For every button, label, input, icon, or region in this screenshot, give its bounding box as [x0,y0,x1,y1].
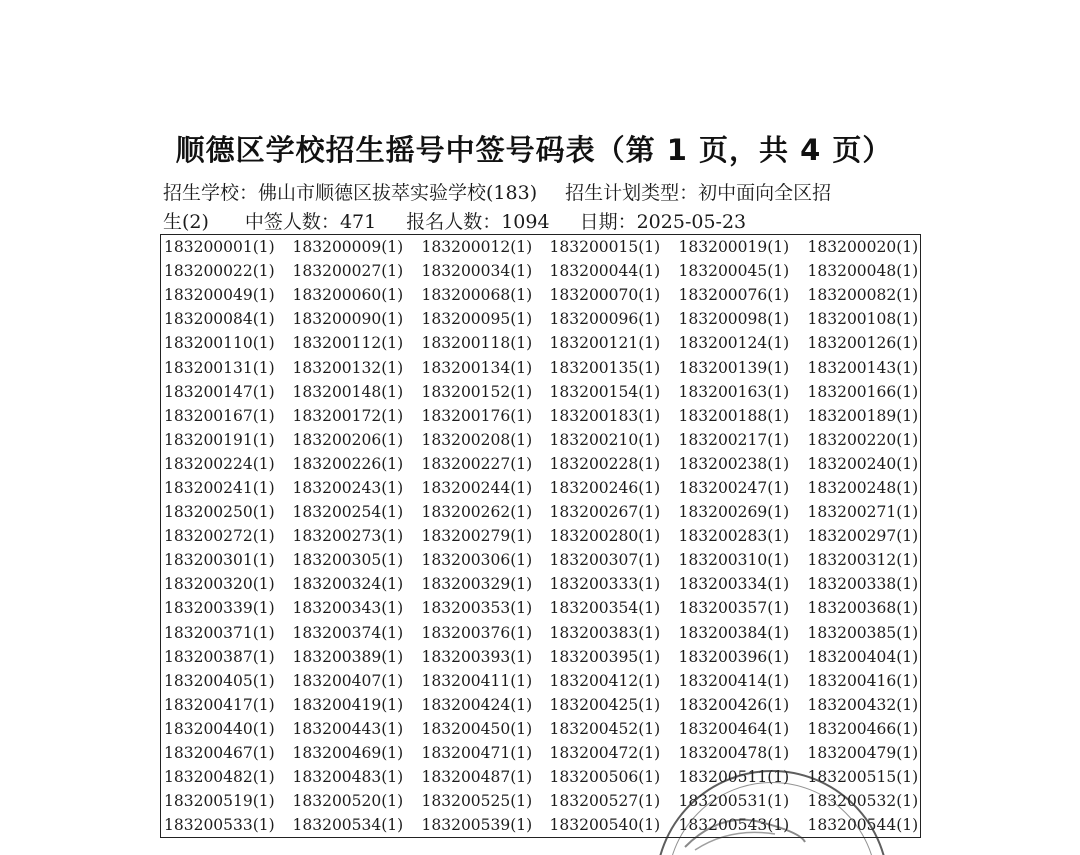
number-cell: 183200540(1) [549,816,661,835]
number-cell: 183200393(1) [421,647,533,666]
number-cell: 183200471(1) [421,744,533,763]
number-cell: 183200045(1) [678,262,790,281]
number-cell: 183200467(1) [164,744,275,763]
number-cell: 183200478(1) [678,744,790,763]
info-line-school [163,178,831,205]
number-cell: 183200395(1) [549,647,661,666]
number-cell: 183200305(1) [292,551,404,570]
number-cell: 183200095(1) [421,310,533,329]
number-cell: 183200132(1) [292,358,404,377]
number-cell: 183200280(1) [549,527,661,546]
number-cell: 183200353(1) [421,599,533,618]
table-row [161,452,921,476]
info-line-stats [163,207,746,234]
table-row [161,717,921,741]
number-cell: 183200210(1) [549,430,661,449]
table-row [161,596,921,620]
number-cell: 183200049(1) [164,286,275,305]
number-cell: 183200090(1) [292,310,404,329]
number-cell: 183200539(1) [421,816,533,835]
number-cell: 183200148(1) [292,382,404,401]
table-row [161,235,921,260]
number-cell: 183200310(1) [678,551,790,570]
table-row [161,524,921,548]
number-cell: 183200110(1) [164,334,275,353]
number-cell: 183200357(1) [678,599,790,618]
number-cell: 183200176(1) [421,406,533,425]
number-cell: 183200312(1) [807,551,919,570]
winners-label: 中签人数： [244,211,340,233]
table-row [161,813,921,838]
number-cell: 183200417(1) [164,695,275,714]
number-cell: 183200543(1) [678,816,790,835]
table-row [161,789,921,813]
number-cell: 183200443(1) [292,719,404,738]
number-cell: 183200272(1) [164,527,275,546]
number-cell: 183200416(1) [807,671,919,690]
table-row [161,259,921,283]
number-cell: 183200301(1) [164,551,275,570]
number-cell: 183200450(1) [421,719,533,738]
number-cell: 183200405(1) [164,671,275,690]
number-cell: 183200307(1) [549,551,661,570]
number-cell: 183200544(1) [807,816,919,835]
number-cell: 183200464(1) [678,719,790,738]
number-cell: 183200001(1) [164,238,275,257]
applicants-count: 1094 [501,211,550,233]
number-cell: 183200506(1) [549,768,661,787]
number-cell: 183200191(1) [164,430,275,449]
plan-type-label: 招生计划类型： [565,182,699,204]
number-cell: 183200368(1) [807,599,919,618]
date-value: 2025-05-23 [636,211,747,233]
number-cell: 183200432(1) [807,695,919,714]
number-cell: 183200172(1) [292,406,404,425]
number-cell: 183200466(1) [807,719,919,738]
number-cell: 183200244(1) [421,478,533,497]
number-cell: 183200396(1) [678,647,790,666]
number-cell: 183200532(1) [807,792,919,811]
table-row [161,765,921,789]
number-cell: 183200515(1) [807,768,919,787]
number-cell: 183200384(1) [678,623,790,642]
number-cell: 183200389(1) [292,647,404,666]
number-cell: 183200246(1) [549,478,661,497]
table-row [161,500,921,524]
number-cell: 183200419(1) [292,695,404,714]
table-row [161,741,921,765]
number-cell: 183200124(1) [678,334,790,353]
number-cell: 183200271(1) [807,503,919,522]
number-cell: 183200306(1) [421,551,533,570]
number-cell: 183200267(1) [549,503,661,522]
winning-numbers-body [161,235,921,838]
table-row [161,380,921,404]
number-cell: 183200220(1) [807,430,919,449]
number-cell: 183200015(1) [549,238,661,257]
page-title: 顺德区学校招生摇号中签号码表（第 1 页，共 4 页） [175,133,893,167]
number-cell: 183200425(1) [549,695,661,714]
number-cell: 183200412(1) [549,671,661,690]
number-cell: 183200188(1) [678,406,790,425]
number-cell: 183200108(1) [807,310,919,329]
number-cell: 183200469(1) [292,744,404,763]
number-cell: 183200240(1) [807,454,919,473]
number-cell: 183200020(1) [807,238,919,257]
plan-type-value-end: 生(2) [163,211,209,233]
number-cell: 183200404(1) [807,647,919,666]
number-cell: 183200048(1) [807,262,919,281]
number-cell: 183200483(1) [292,768,404,787]
number-cell: 183200082(1) [807,286,919,305]
number-cell: 183200076(1) [678,286,790,305]
number-cell: 183200320(1) [164,575,275,594]
table-row [161,404,921,428]
date-label: 日期： [579,211,637,233]
number-cell: 183200472(1) [549,744,661,763]
number-cell: 183200070(1) [549,286,661,305]
number-cell: 183200482(1) [164,768,275,787]
number-cell: 183200534(1) [292,816,404,835]
number-cell: 183200376(1) [421,623,533,642]
number-cell: 183200248(1) [807,478,919,497]
number-cell: 183200533(1) [164,816,275,835]
number-cell: 183200217(1) [678,430,790,449]
table-row [161,548,921,572]
number-cell: 183200134(1) [421,358,533,377]
number-cell: 183200273(1) [292,527,404,546]
number-cell: 183200247(1) [678,478,790,497]
number-cell: 183200339(1) [164,599,275,618]
winners-count: 471 [339,211,377,233]
number-cell: 183200009(1) [292,238,404,257]
number-cell: 183200262(1) [421,503,533,522]
number-cell: 183200167(1) [164,406,275,425]
number-cell: 183200183(1) [549,406,661,425]
table-row [161,331,921,355]
number-cell: 183200511(1) [678,768,790,787]
table-row [161,355,921,379]
number-cell: 183200269(1) [678,503,790,522]
number-cell: 183200354(1) [549,599,661,618]
number-cell: 183200241(1) [164,478,275,497]
number-cell: 183200385(1) [807,623,919,642]
number-cell: 183200034(1) [421,262,533,281]
table-row [161,476,921,500]
table-row [161,693,921,717]
number-cell: 183200334(1) [678,575,790,594]
number-cell: 183200387(1) [164,647,275,666]
table-row [161,645,921,669]
table-row [161,307,921,331]
number-cell: 183200096(1) [549,310,661,329]
number-cell: 183200487(1) [421,768,533,787]
number-cell: 183200060(1) [292,286,404,305]
number-cell: 183200012(1) [421,238,533,257]
number-cell: 183200424(1) [421,695,533,714]
number-cell: 183200338(1) [807,575,919,594]
school-name: 佛山市顺德区拔萃实验学校(183) [258,182,538,204]
number-cell: 183200279(1) [421,527,533,546]
number-cell: 183200166(1) [807,382,919,401]
number-cell: 183200112(1) [292,334,404,353]
number-cell: 183200131(1) [164,358,275,377]
table-row [161,428,921,452]
table-row [161,283,921,307]
number-cell: 183200143(1) [807,358,919,377]
number-cell: 183200243(1) [292,478,404,497]
school-label: 招生学校： [163,182,259,204]
number-cell: 183200333(1) [549,575,661,594]
number-cell: 183200452(1) [549,719,661,738]
number-cell: 183200227(1) [421,454,533,473]
number-cell: 183200531(1) [678,792,790,811]
number-cell: 183200226(1) [292,454,404,473]
number-cell: 183200383(1) [549,623,661,642]
applicants-label: 报名人数： [406,211,502,233]
number-cell: 183200163(1) [678,382,790,401]
number-cell: 183200250(1) [164,503,275,522]
table-row [161,621,921,645]
table-row [161,669,921,693]
number-cell: 183200254(1) [292,503,404,522]
number-cell: 183200121(1) [549,334,661,353]
number-cell: 183200343(1) [292,599,404,618]
number-cell: 183200371(1) [164,623,275,642]
number-cell: 183200525(1) [421,792,533,811]
number-cell: 183200208(1) [421,430,533,449]
number-cell: 183200329(1) [421,575,533,594]
winning-numbers-table [160,234,921,838]
number-cell: 183200189(1) [807,406,919,425]
number-cell: 183200022(1) [164,262,275,281]
number-cell: 183200019(1) [678,238,790,257]
number-cell: 183200118(1) [421,334,533,353]
number-cell: 183200297(1) [807,527,919,546]
number-cell: 183200411(1) [421,671,533,690]
number-cell: 183200407(1) [292,671,404,690]
number-cell: 183200426(1) [678,695,790,714]
number-cell: 183200126(1) [807,334,919,353]
number-cell: 183200479(1) [807,744,919,763]
number-cell: 183200206(1) [292,430,404,449]
number-cell: 183200440(1) [164,719,275,738]
number-cell: 183200152(1) [421,382,533,401]
table-row [161,572,921,596]
number-cell: 183200520(1) [292,792,404,811]
number-cell: 183200139(1) [678,358,790,377]
number-cell: 183200027(1) [292,262,404,281]
number-cell: 183200147(1) [164,382,275,401]
number-cell: 183200098(1) [678,310,790,329]
number-cell: 183200068(1) [421,286,533,305]
number-cell: 183200238(1) [678,454,790,473]
number-cell: 183200228(1) [549,454,661,473]
number-cell: 183200527(1) [549,792,661,811]
number-cell: 183200044(1) [549,262,661,281]
number-cell: 183200324(1) [292,575,404,594]
number-cell: 183200414(1) [678,671,790,690]
number-cell: 183200154(1) [549,382,661,401]
number-cell: 183200135(1) [549,358,661,377]
number-cell: 183200084(1) [164,310,275,329]
number-cell: 183200519(1) [164,792,275,811]
number-cell: 183200283(1) [678,527,790,546]
plan-type-value-start: 初中面向全区招 [698,182,832,204]
number-cell: 183200374(1) [292,623,404,642]
number-cell: 183200224(1) [164,454,275,473]
